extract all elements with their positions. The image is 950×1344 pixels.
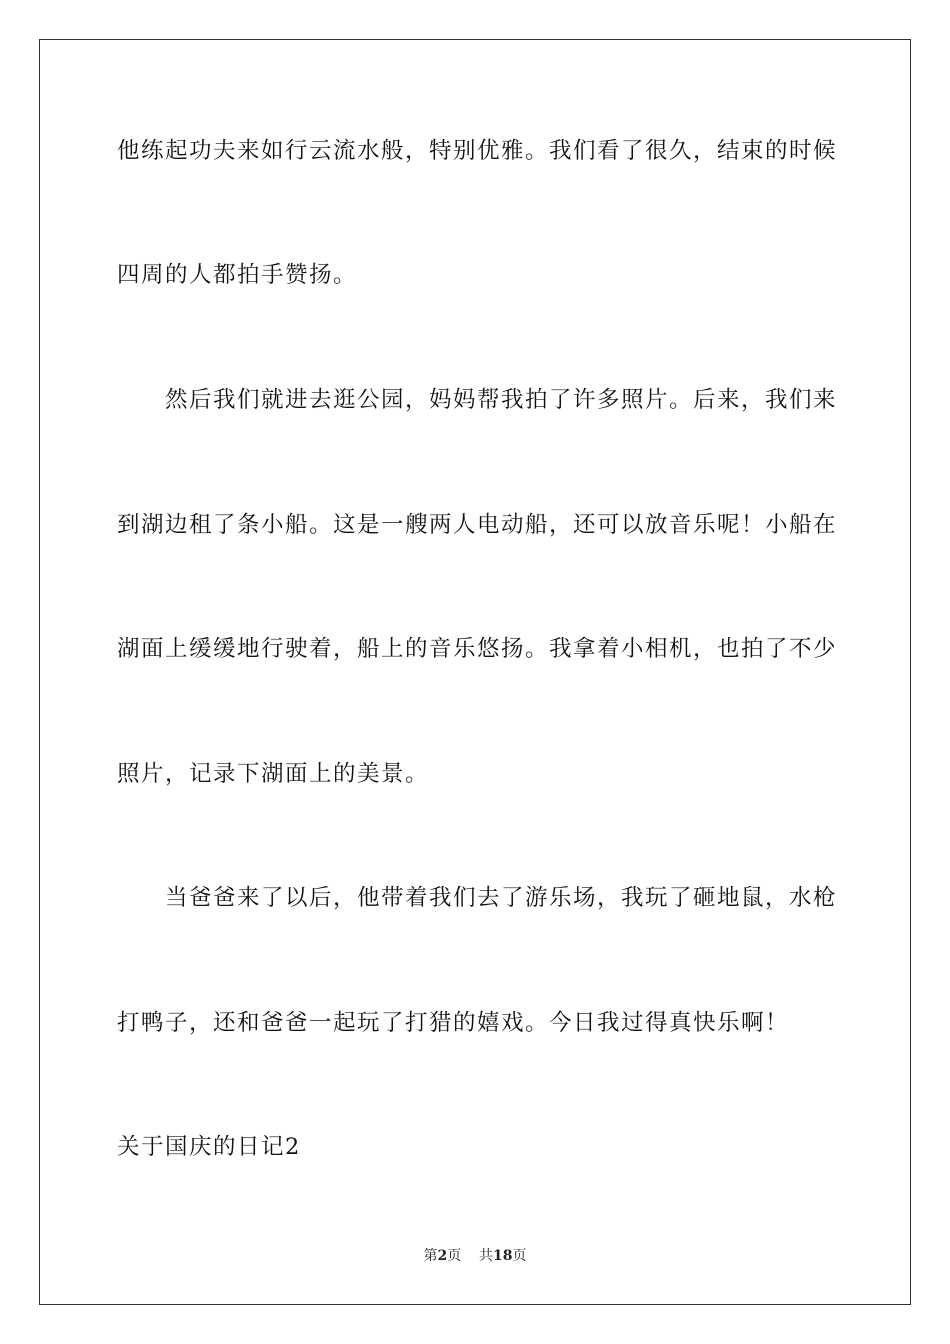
page-border — [39, 39, 911, 1305]
footer-total-prefix: 共 — [479, 1248, 494, 1264]
paragraph-line-6: 照片，记录下湖面上的美景。 — [117, 761, 430, 787]
footer-page-prefix: 第 — [423, 1248, 438, 1264]
footer-page-number: 2 — [437, 1248, 448, 1264]
paragraph-line-5: 湖面上缓缓地行驶着，船上的音乐悠扬。我拿着小相机，也拍了不少 — [117, 636, 838, 662]
paragraph-line-2: 四周的人都拍手赞扬。 — [117, 262, 358, 288]
paragraph-line-4: 到湖边租了条小船。这是一艘两人电动船，还可以放音乐呢！小船在 — [117, 512, 838, 538]
footer-total-suffix: 页 — [512, 1248, 527, 1264]
paragraph-line-1: 他练起功夫来如行云流水般，特别优雅。我们看了很久，结束的时候 — [117, 138, 838, 164]
footer-total-pages: 18 — [493, 1248, 513, 1264]
footer-page-suffix: 页 — [447, 1248, 462, 1264]
page-footer — [0, 1247, 950, 1265]
section-heading: 关于国庆的日记2 — [117, 1134, 301, 1160]
paragraph-line-8: 打鸭子，还和爸爸一起玩了打猎的嬉戏。今日我过得真快乐啊！ — [117, 1010, 790, 1036]
paragraph-line-7: 当爸爸来了以后，他带着我们去了游乐场，我玩了砸地鼠，水枪 — [117, 885, 838, 911]
paragraph-line-3: 然后我们就进去逛公园，妈妈帮我拍了许多照片。后来，我们来 — [117, 387, 838, 413]
